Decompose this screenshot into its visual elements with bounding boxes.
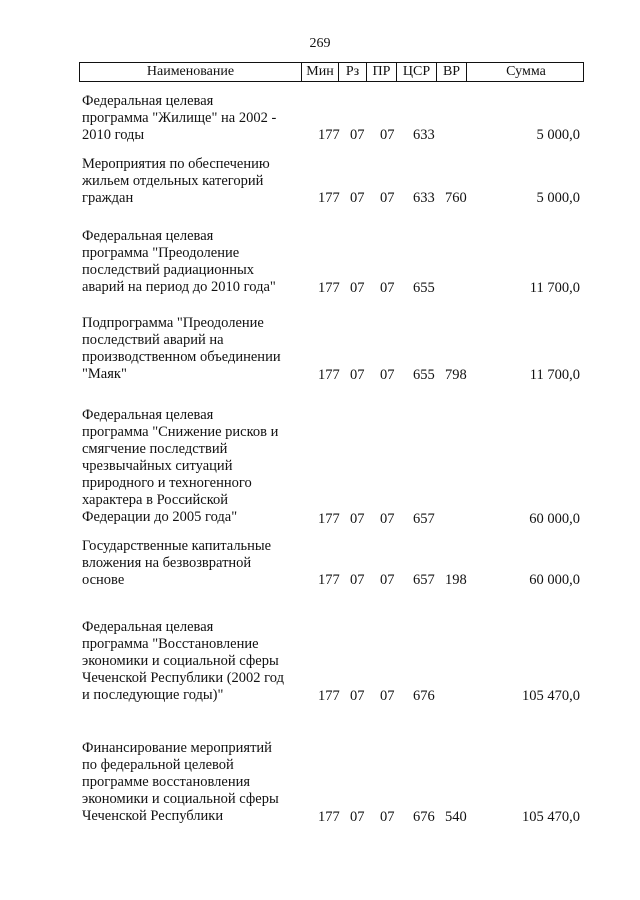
row-name: Федеральная целевая программа "Преодоление последствий радиационных аварий на период до 2010 года" xyxy=(82,228,276,295)
header-csr: ЦСР xyxy=(397,63,437,81)
row-rz: 07 xyxy=(350,367,365,383)
row-csr: 633 xyxy=(413,127,435,143)
row-pr: 07 xyxy=(380,572,395,588)
row-vr: 540 xyxy=(445,809,467,825)
header-name: Наименование xyxy=(80,63,302,81)
row-sum: 60 000,0 xyxy=(529,572,580,588)
row-rz: 07 xyxy=(350,511,365,527)
row-csr: 657 xyxy=(413,511,435,527)
row-pr: 07 xyxy=(380,367,395,383)
row-rz: 07 xyxy=(350,127,365,143)
row-min: 177 xyxy=(318,127,340,143)
row-pr: 07 xyxy=(380,688,395,704)
row-csr: 676 xyxy=(413,688,435,704)
header-vr: ВР xyxy=(437,63,467,81)
row-sum: 11 700,0 xyxy=(529,367,580,383)
row-sum: 105 470,0 xyxy=(522,809,580,825)
row-csr: 633 xyxy=(413,190,435,206)
row-csr: 657 xyxy=(413,572,435,588)
row-name: Подпрограмма "Преодоление последствий аварий на производственном объединении "Маяк" xyxy=(82,315,281,382)
row-name: Финансирование мероприятий по федеральной целевой программе восстановления экономики и социальной сферы Чеченской Республики xyxy=(82,740,279,824)
row-min: 177 xyxy=(318,511,340,527)
row-rz: 07 xyxy=(350,190,365,206)
row-name: Федеральная целевая программа "Жилище" на 2002 - 2010 годы xyxy=(82,93,277,143)
header-rz: Рз xyxy=(339,63,367,81)
header-sum: Сумма xyxy=(506,64,546,79)
row-vr: 798 xyxy=(445,367,467,383)
row-pr: 07 xyxy=(380,809,395,825)
row-csr: 655 xyxy=(413,367,435,383)
row-pr: 07 xyxy=(380,280,395,296)
row-min: 177 xyxy=(318,809,340,825)
row-min: 177 xyxy=(318,367,340,383)
row-name: Федеральная целевая программа "Снижение рисков и смягчение последствий чрезвычайных ситуаций природного и техногенного характера в Российской Федерации до 2005 года" xyxy=(82,407,279,525)
row-pr: 07 xyxy=(380,511,395,527)
row-min: 177 xyxy=(318,280,340,296)
row-min: 177 xyxy=(318,190,340,206)
row-sum: 5 000,0 xyxy=(536,127,580,143)
row-vr: 198 xyxy=(445,572,467,588)
row-pr: 07 xyxy=(380,190,395,206)
row-min: 177 xyxy=(318,572,340,588)
page-number: 269 xyxy=(309,36,331,51)
row-name: Государственные капитальные вложения на безвозвратной основе xyxy=(82,538,272,588)
row-csr: 655 xyxy=(413,280,435,296)
header-min: Мин xyxy=(302,63,339,81)
row-sum: 11 700,0 xyxy=(529,280,580,296)
row-name: Федеральная целевая программа "Восстановление экономики и социальной сферы Чеченской Республики (2002 год и последующие годы)" xyxy=(82,619,284,703)
row-sum: 60 000,0 xyxy=(529,511,580,527)
header-pr: ПР xyxy=(367,63,397,81)
row-min: 177 xyxy=(318,688,340,704)
row-vr: 760 xyxy=(445,190,467,206)
row-rz: 07 xyxy=(350,809,365,825)
row-sum: 105 470,0 xyxy=(522,688,580,704)
row-rz: 07 xyxy=(350,280,365,296)
row-sum: 5 000,0 xyxy=(536,190,580,206)
row-csr: 676 xyxy=(413,809,435,825)
row-rz: 07 xyxy=(350,688,365,704)
row-pr: 07 xyxy=(380,127,395,143)
row-rz: 07 xyxy=(350,572,365,588)
table-header xyxy=(79,62,584,82)
row-name: Мероприятия по обеспечению жильем отдельных категорий граждан xyxy=(82,156,270,206)
